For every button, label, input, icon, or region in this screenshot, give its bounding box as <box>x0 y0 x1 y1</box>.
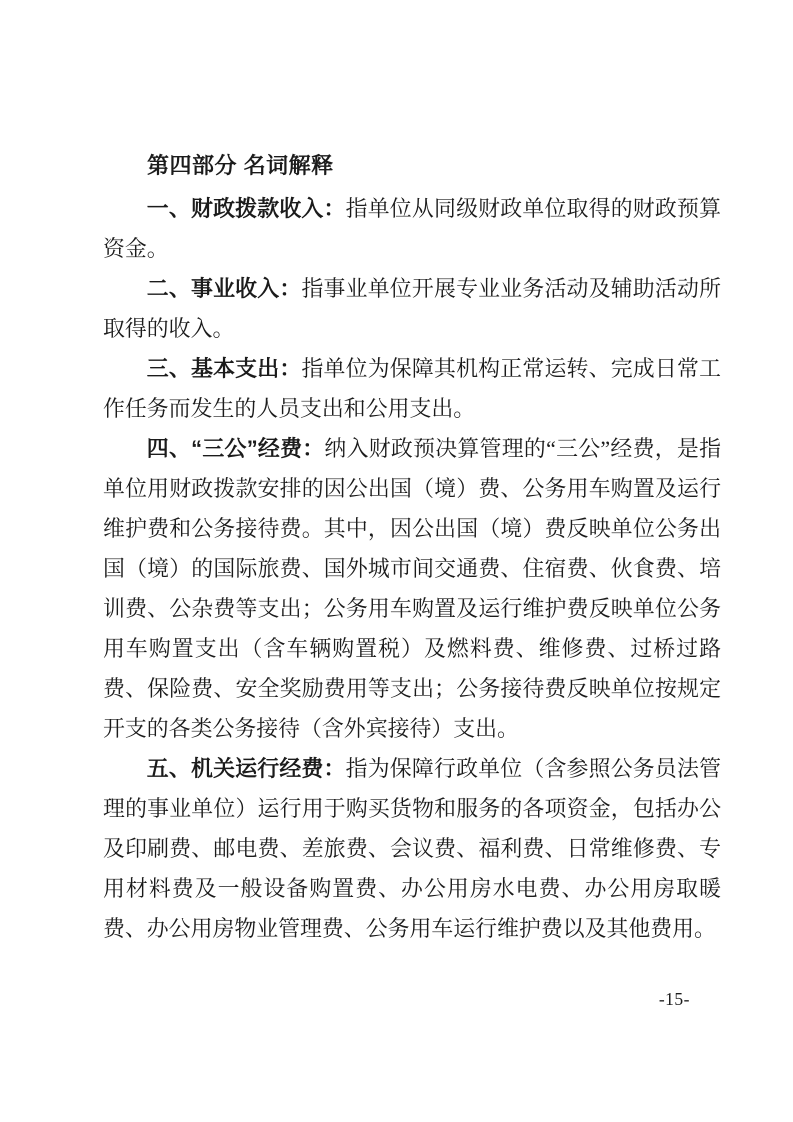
definition-term-agency-operating-funds: 五、机关运行经费： <box>146 756 346 781</box>
definition-paragraph-agency-operating-funds <box>103 749 721 949</box>
definition-term-operational-income: 二、事业收入： <box>146 276 302 301</box>
document-body <box>103 146 721 949</box>
definition-text-basic-expenditure: 指单位为保障其机构正常运转、完成日常工作任务而发生的人员支出和公用支出。 <box>103 356 721 421</box>
definition-term-basic-expenditure: 三、基本支出： <box>146 356 302 381</box>
definition-paragraph-basic-expenditure <box>103 349 721 429</box>
definition-text-agency-operating-funds: 指为保障行政单位（含参照公务员法管理的事业单位）运行用于购买货物和服务的各项资金，包括办公及印刷费、邮电费、差旅费、会议费、福利费、日常维修费、专用材料费及一般设备购置费、办公用房水电费、办公用房取暖费、办公用房物业管理费、公务用车运行维护费以及其他费用。 <box>103 756 721 941</box>
definition-text-three-public-funds: 纳入财政预决算管理的“三公”经费，是指单位用财政拨款安排的因公出国（境）费、公务用车购置及运行维护费和公务接待费。其中，因公出国（境）费反映单位公务出国（境）的国际旅费、国外城市间交通费、住宿费、伙食费、培训费、公杂费等支出；公务用车购置及运行维护费反映单位公务用车购置支出（含车辆购置税）及燃料费、维修费、过桥过路费、保险费、安全奖励费用等支出；公务接待费反映单位按规定开支的各类公务接待（含外宾接待）支出。 <box>103 436 721 741</box>
definition-paragraph-fiscal-appropriation-income <box>103 189 721 269</box>
definition-text-operational-income: 指事业单位开展专业业务活动及辅助活动所取得的收入。 <box>103 276 721 341</box>
page-number: -15- <box>658 989 690 1009</box>
definition-paragraph-operational-income <box>103 269 721 349</box>
definition-paragraph-three-public-funds <box>103 429 721 749</box>
definition-text-fiscal-appropriation-income: 指单位从同级财政单位取得的财政预算资金。 <box>103 196 721 261</box>
section-title: 第四部分 名词解释 <box>147 153 334 178</box>
definition-term-fiscal-appropriation-income: 一、财政拨款收入： <box>146 196 346 221</box>
definition-term-three-public-funds: 四、“三公”经费： <box>146 436 325 461</box>
